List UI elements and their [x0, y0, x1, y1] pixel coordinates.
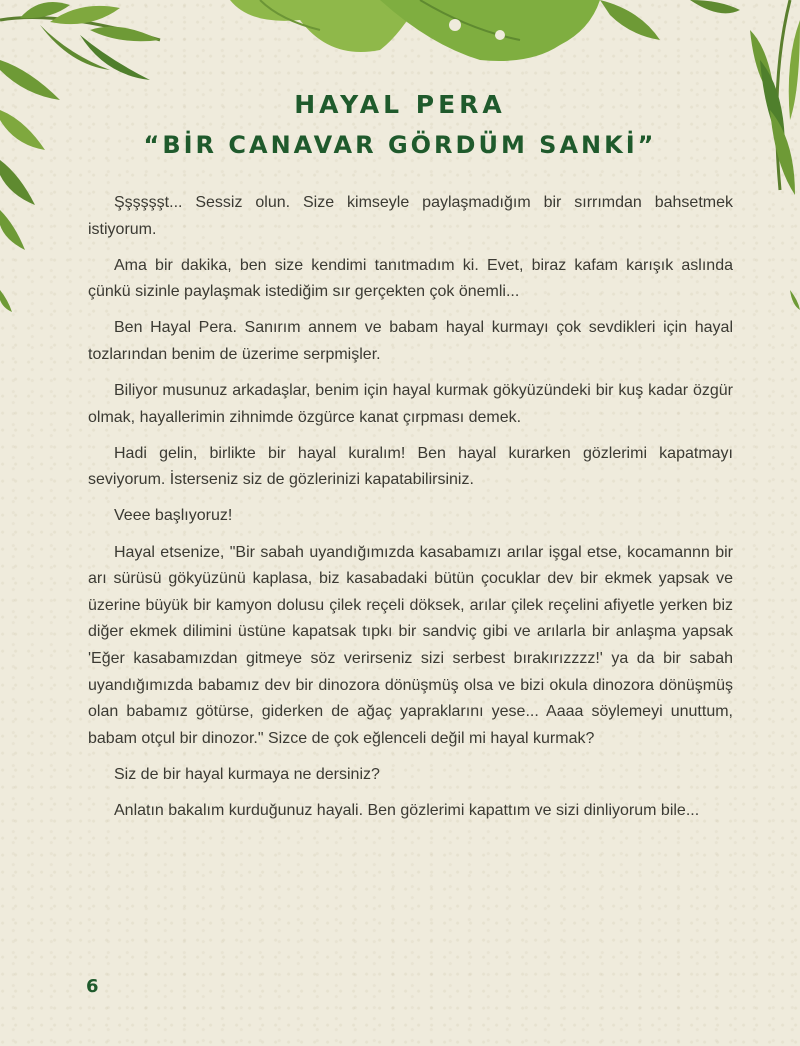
page-number: 6	[86, 976, 99, 997]
title-line-1: HAYAL PERA	[294, 90, 506, 119]
paragraph: Hadi gelin, birlikte bir hayal kuralım! Ben hayal kurarken gözlerimi kapatmayı seviyorum. İsterseniz siz de gözlerinizi kapatabilirsiniz.	[88, 444, 733, 489]
paragraph: Ama bir dakika, ben size kendimi tanıtmadım ki. Evet, biraz kafam karışık aslında çünkü sizinle paylaşmak istediğim sır gerçekten çok önemli...	[88, 256, 733, 301]
story-body	[88, 190, 733, 834]
paragraph: Veee başlıyoruz!	[114, 507, 233, 525]
chapter-title	[0, 88, 800, 164]
paragraph: Siz de bir hayal kurmaya ne dersiniz?	[114, 765, 380, 783]
paragraph: Şşşşşşt... Sessiz olun. Size kimseyle paylaşmadığım bir sırrımdan bahsetmek istiyorum.	[88, 194, 733, 238]
paragraph: Biliyor musunuz arkadaşlar, benim için hayal kurmak gökyüzündeki bir kuş kadar özgür olmak, hayallerimin zihnimde özgürce kanat çırpması demek.	[88, 382, 733, 426]
paragraph: Anlatın bakalım kurduğunuz hayali. Ben gözlerimi kapattım ve sizi dinliyorum bile...	[114, 801, 700, 819]
paragraph: Ben Hayal Pera. Sanırım annem ve babam hayal kurmayı çok sevdikleri için hayal tozlarından benim de üzerime serpmişler.	[88, 319, 733, 363]
monstera-leaf-top	[230, 0, 740, 61]
title-line-2: “BİR CANAVAR GÖRDÜM SANKİ”	[143, 131, 657, 159]
paragraph: Hayal etsenize, "Bir sabah uyandığımızda kasabamızı arılar işgal etse, kocamannn bir arı sürüsü gökyüzünü kaplasa, biz kasabadaki bütün çocuklar dev bir ekmek yapsak ve üzerine büyük bir kamyon dolusu çilek reçeli döksek, arılar çilek reçelini afiyetle yerken biz diğer ekmek dilimini üstüne kapatsak tıpkı bir sandviç gibi ve arılarla bir anlaşma yapsak 'Eğer kasabamızdan gitmeye söz verirseniz sizi serbest bırakırızzzz!' ya da bir sabah uyandığımızda babamız dev bir dinozora dönüşmüş olsa ve bizi okula dinozora dönüşmüş olan babamız götürse, giderken de ağaç yapraklarını yese... Aaaa söylemeyi unuttum, babam otçul bir dinozor." Sizce de çok eğlenceli değil mi hayal kurmak?	[88, 543, 733, 747]
